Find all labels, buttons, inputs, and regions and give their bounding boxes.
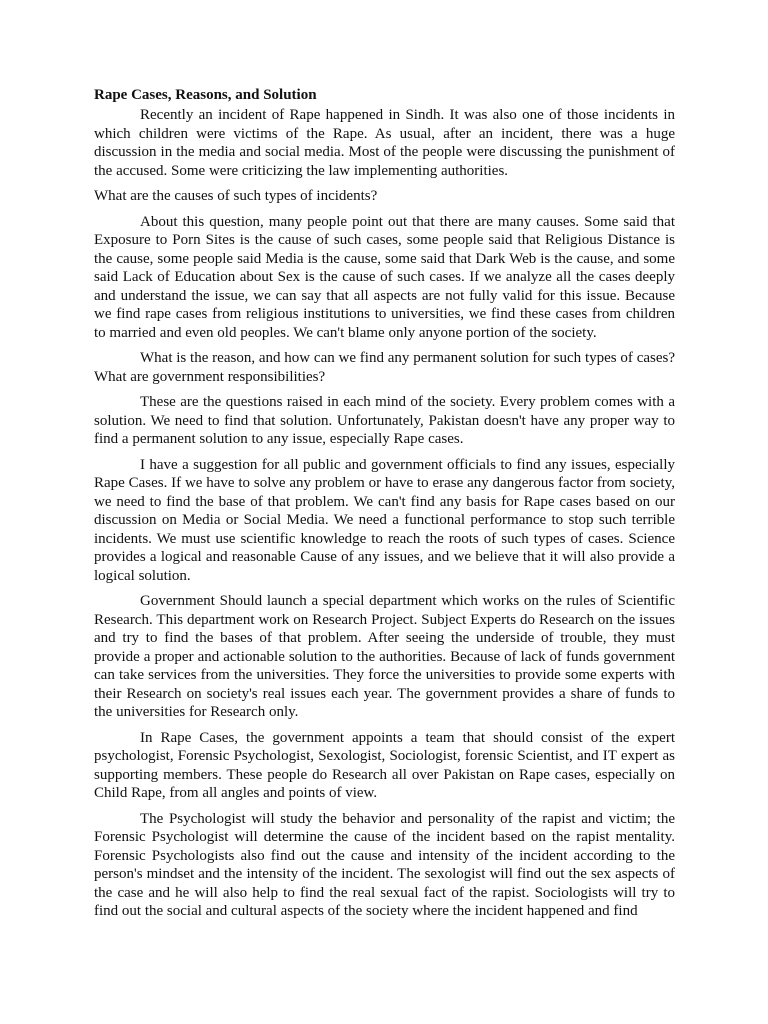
paragraph: What are the causes of such types of incidents? [94, 188, 378, 204]
paragraph: In Rape Cases, the government appoints a team that should consist of the expert psychologist, Forensic Psychologist, Sexologist, Sociologist, forensic Scientist, and IT expert as supporting members. These people do Research all over Pakistan on Rape cases, especially on Child Rape, from all angles and points of view. [94, 729, 675, 801]
document-page [94, 86, 675, 928]
paragraph: These are the questions raised in each mind of the society. Every problem comes with a solution. We need to find that solution. Unfortunately, Pakistan doesn't have any proper way to find a permanent solution to any issue, especially Rape cases. [94, 394, 675, 447]
paragraph: Recently an incident of Rape happened in Sindh. It was also one of those incidents in which children were victims of the Rape. As usual, after an incident, there was a huge discussion in the media and social media. Most of the people were discussing the punishment of the accused. Some were criticizing the law implementing authorities. [94, 107, 675, 179]
paragraph: About this question, many people point out that there are many causes. Some said that Exposure to Porn Sites is the cause of such cases, some people said that Religious Distance is the cause, some people said Media is the cause, some said that Dark Web is the cause, and some said Lack of Education about Sex is the cause of such cases. If we analyze all the cases deeply and understand the issue, we can say that all aspects are not fully valid for this issue. Because we find rape cases from religious institutions to universities, we find these cases from children to married and even old peoples. We can't blame only anyone portion of the society. [94, 213, 675, 341]
paragraph: What is the reason, and how can we find any permanent solution for such types of cases? What are government responsibilities? [94, 350, 675, 385]
document-title: Rape Cases, Reasons, and Solution [94, 87, 317, 103]
paragraph: I have a suggestion for all public and government officials to find any issues, especially Rape Cases. If we have to solve any problem or have to erase any dangerous factor from society, we need to find the base of that problem. We can't find any basis for Rape cases based on our discussion on Media or Social Media. We need a functional performance to stop such terrible incidents. We must use scientific knowledge to reach the roots of such types of cases. Science provides a logical and reasonable Cause of any issues, and we believe that it will also provide a logical solution. [94, 456, 675, 584]
document-body [94, 106, 675, 921]
paragraph: The Psychologist will study the behavior and personality of the rapist and victim; the Forensic Psychologist will determine the cause of the incident based on the rapist mentality. Forensic Psychologists also find out the cause and intensity of the incident according to the person's mindset and the intensity of the incident. The sexologist will find out the sex aspects of the case and he will also help to find the real sexual fact of the rapist. Sociologists will try to find out the social and cultural aspects of the society where the incident happened and find [94, 810, 675, 919]
paragraph: Government Should launch a special department which works on the rules of Scientific Research. This department work on Research Project. Subject Experts do Research on the issues and try to find the bases of that problem. After seeing the underside of trouble, they must provide a proper and actionable solution to the authorities. Because of lack of funds government can take services from the universities. They force the universities to provide some experts with their Research on society's real issues each year. The government provides a share of funds to the universities for Research only. [94, 593, 675, 720]
